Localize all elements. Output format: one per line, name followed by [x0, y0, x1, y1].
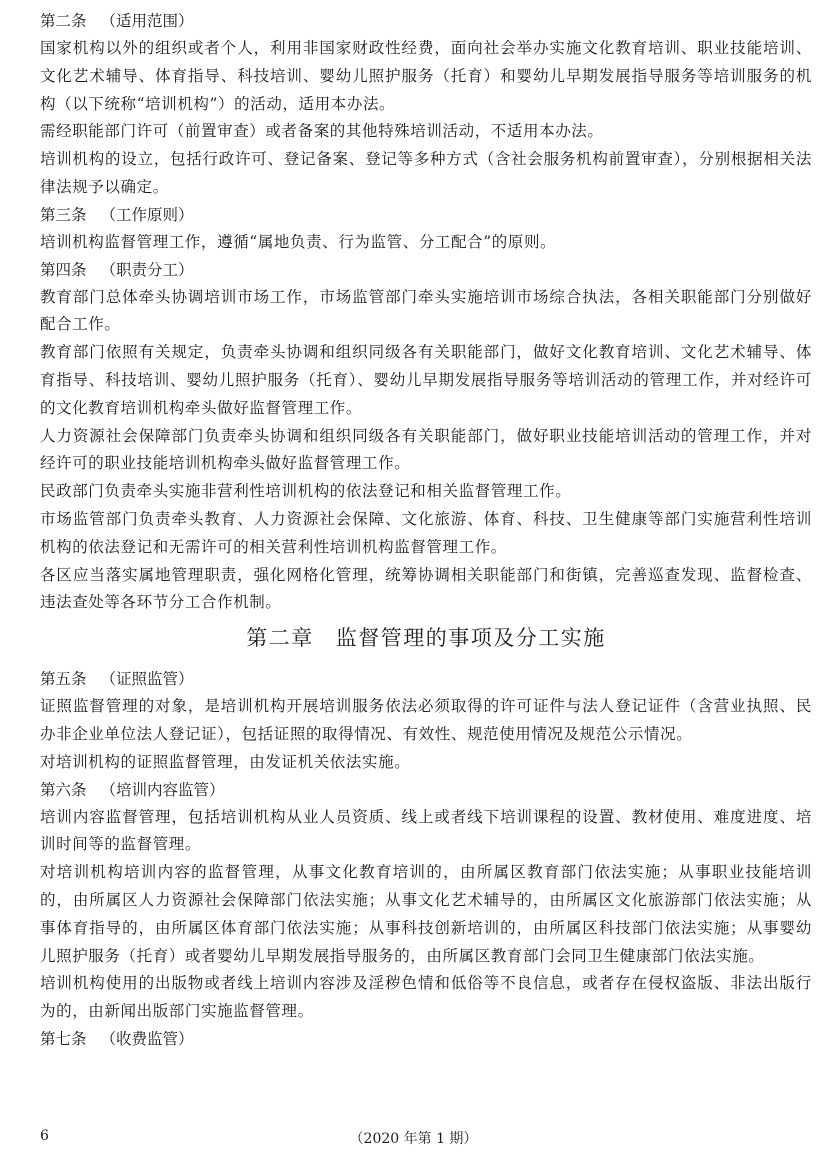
paragraph: 教育部门依照有关规定，负责牵头协调和组织同级各有关职能部门，做好文化教育培训、文化艺术辅导、体育指导、科技培训、婴幼儿照护服务（托育）、婴幼儿早期发展指导服务等培训活动的管理工作，并对经许可的文化教育培训机构牵头做好监督管理工作。	[40, 343, 812, 417]
article-3	[40, 202, 812, 257]
document-page	[40, 8, 812, 1053]
paragraph: 国家机构以外的组织或者个人，利用非国家财政性经费，面向社会举办实施文化教育培训、职业技能培训、文化艺术辅导、体育指导、科技培训、婴幼儿照护服务（托育）和婴幼儿早期发展指导服务等培训服务的机构（以下统称“培训机构”）的活动，适用本办法。	[40, 39, 812, 113]
article-number: 第二条	[40, 12, 87, 30]
article-2	[40, 8, 812, 202]
article-heading	[40, 8, 812, 35]
article-7	[40, 1026, 812, 1053]
paragraph: 各区应当落实属地管理职责，强化网格化管理，统筹协调相关职能部门和街镇，完善巡查发现、监督检查、违法查处等各环节分工合作机制。	[40, 565, 812, 612]
paragraph: 对培训机构培训内容的监督管理，从事文化教育培训的，由所属区教育部门依法实施；从事职业技能培训的，由所属区人力资源社会保障部门依法实施；从事文化艺术辅导的，由所属区文化旅游部门依法实施；从事体育指导的，由所属区体育部门依法实施；从事科技创新培训的，由所属区科技部门依法实施；从事婴幼儿照护服务（托育）或者婴幼儿早期发展指导服务的，由所属区教育部门会同卫生健康部门依法实施。	[40, 863, 812, 965]
paragraph: 对培训机构的证照监督管理，由发证机关依法实施。	[40, 752, 411, 771]
paragraph: 培训机构的设立，包括行政许可、登记备案、登记等多种方式（含社会服务机构前置审查），分别根据相关法律法规予以确定。	[40, 150, 812, 196]
article-heading	[40, 257, 812, 284]
article-number: 第五条	[40, 670, 87, 689]
chapter-number: 第二章	[246, 626, 314, 651]
chapter-name: 监督管理的事项及分工实施	[335, 626, 606, 651]
article-title: （适用范围）	[100, 12, 194, 30]
article-title: （证照监管）	[100, 670, 194, 689]
article-number: 第七条	[40, 1029, 87, 1048]
article-number: 第六条	[40, 780, 87, 799]
issue-label: （2020 年第 1 期）	[349, 1131, 478, 1147]
paragraph: 人力资源社会保障部门负责牵头协调和组织同级各有关职能部门，做好职业技能培训活动的管理工作，并对经许可的职业技能培训机构牵头做好监督管理工作。	[40, 426, 812, 473]
paragraph: 需经职能部门许可（前置审查）或者备案的其他特殊培训活动，不适用本办法。	[40, 122, 604, 141]
paragraph: 教育部门总体牵头协调培训市场工作，市场监管部门牵头实施培训市场综合执法，各相关职能部门分别做好配合工作。	[40, 287, 812, 334]
paragraph: 市场监管部门负责牵头教育、人力资源社会保障、文化旅游、体育、科技、卫生健康等部门实施营利性培训机构的依法登记和无需许可的相关营利性培训机构监督管理工作。	[40, 509, 812, 556]
article-heading	[40, 202, 812, 229]
article-title: （收费监管）	[100, 1029, 194, 1048]
article-title: （工作原则）	[100, 205, 194, 224]
page-footer	[0, 1128, 827, 1152]
paragraph: 培训内容监督管理，包括培训机构从业人员资质、线上或者线下培训课程的设置、教材使用、难度进度、培训时间等的监督管理。	[40, 807, 812, 854]
article-title: （培训内容监管）	[100, 780, 225, 799]
paragraph: 培训机构监督管理工作，遵循“属地负责、行为监管、分工配合”的原则。	[40, 232, 557, 251]
article-4	[40, 257, 812, 618]
paragraph: 培训机构使用的出版物或者线上培训内容涉及淫秽色情和低俗等不良信息，或者存在侵权盗版、非法出版行为的，由新闻出版部门实施监督管理。	[40, 974, 812, 1021]
article-heading	[40, 666, 812, 693]
paragraph: 民政部门负责牵头实施非营利性培训机构的依法登记和相关监督管理工作。	[40, 482, 572, 501]
page-number: 6	[40, 1128, 49, 1144]
article-number: 第三条	[40, 205, 87, 224]
article-number: 第四条	[40, 260, 87, 279]
article-heading	[40, 777, 812, 804]
article-5	[40, 666, 812, 776]
article-heading	[40, 1026, 812, 1053]
chapter-title	[40, 623, 812, 653]
article-6	[40, 777, 812, 1026]
paragraph: 证照监督管理的对象，是培训机构开展培训服务依法必须取得的许可证件与法人登记证件（含营业执照、民办非企业单位法人登记证），包括证照的取得情况、有效性、规范使用情况及规范公示情况。	[40, 697, 812, 743]
article-title: （职责分工）	[100, 260, 194, 279]
